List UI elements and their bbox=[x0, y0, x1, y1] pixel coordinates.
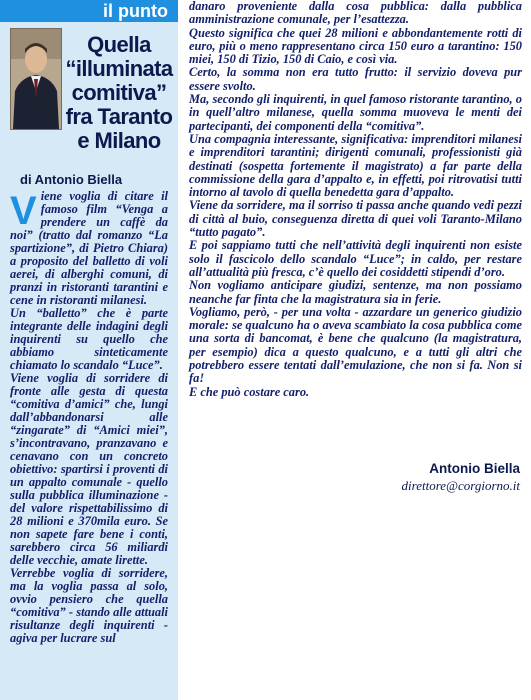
headline-line: comitiva” bbox=[71, 80, 167, 105]
signature-block bbox=[402, 460, 520, 494]
paragraph: danaro proveniente dalla cosa pubblica: dalla pubblica amministrazione comunale, per l’esattezza. bbox=[189, 0, 522, 27]
author-email: direttore@corgiorno.it bbox=[401, 478, 520, 493]
author-portrait-image bbox=[11, 29, 61, 129]
drop-cap: V bbox=[10, 189, 37, 233]
sidebar-column bbox=[0, 0, 178, 700]
paragraph: Verrebbe voglia di sorridere, ma la voglia passa al solo, ovvio pensiero che quella “comitiva” - stando alle attuali risultanze degli inquirenti - agiva per lucrare sul bbox=[10, 566, 168, 645]
paragraph: Una compagnia interessante, significativa: imprenditori milanesi e imprenditori tarantini; dirigenti comunali, professionisti già destinati (sospetta fortemente il magistrato) a far parte della commissione della gara d’appalto e, in effetti, poi ritrovatisi tutti intorno al tavolo di quella benedetta gara d’appalto. bbox=[189, 131, 522, 200]
paragraph: Viene voglia di sorridere di fronte alle gesta di questa “comitiva d’amici” che, lungi dall’abbandonarsi alle “zingarate” di “Amici miei”, s’incontravano, pranzavano e cenavano con un concreto obiettivo: spartirsi i proventi di un appalto comunale - quello sulla pubblica illuminazione - del valore rispettabilissimo di 28 milioni e 370mila euro. Se non sapete fare bene i conti, sarebbero circa 56 miliardi delle vecchie, amate lirette. bbox=[10, 371, 168, 567]
paragraph: Un “balletto” che è parte integrante delle indagini degli inquirenti su quello che abbiamo sinteticamente chiamato lo scandalo “Luce”. bbox=[10, 306, 168, 372]
section-title: il punto bbox=[103, 1, 168, 21]
main-article-column bbox=[189, 0, 522, 399]
paragraph: Questo significa che quei 28 milioni e abbondantemente rotti di euro, più o meno rappresentano circa 150 euro a tarantino: 150 miei, 150 di Tizio, 150 di Caio, e così via. bbox=[189, 25, 522, 67]
paragraph-text: iene voglia di citare il famoso film “Venga a prendere un caffè da noi” (tratto dal romanzo “La spartizione”, di Pietro Chiara) a proposito del balletto di voli aerei, di alberghi comuni, di pranzi in ristoranti tarantini e cene in ristoranti milanesi. bbox=[10, 189, 168, 307]
paragraph: Viene da sorridere, ma il sorriso ti passa anche quando vedi pezzi di città al buio, conseguenza diretta di quei voli Taranto-Milano “tutto pagato”. bbox=[189, 198, 522, 240]
paragraph: Certo, la somma non era tutto frutto: il servizio doveva pur essere svolto. bbox=[189, 65, 522, 93]
section-banner bbox=[0, 0, 178, 22]
article-headline bbox=[63, 33, 175, 153]
headline-line: Quella bbox=[87, 32, 151, 57]
headline-line: “illuminata bbox=[65, 56, 173, 81]
paragraph: Non vogliamo anticipare giudizi, sentenze, ma non possiamo neanche far finta che la magistratura sia in ferie. bbox=[189, 278, 522, 306]
paragraph: E che può costare caro. bbox=[189, 384, 310, 399]
paragraph: Vogliamo, però, - per una volta - azzardare un generico giudizio morale: se qualcuno ha o aveva scambiato la cosa pubblica come una sorta di bancomat, è bene che qualcuno (la magistratura, per esempio) dica a questo qualcuno, e a tutti gli altri che potrebbero essere tentati dall’emulazione, che non si fa. Non si fa! bbox=[189, 304, 522, 386]
paragraph: Ma, secondo gli inquirenti, in quel famoso ristorante tarantino, o in quell’altro milanese, quella somma muoveva le menti dei partecipanti, dei componenti della “comitiva”. bbox=[189, 92, 522, 133]
byline: di Antonio Biella bbox=[20, 172, 123, 187]
author-photo bbox=[10, 28, 62, 130]
author-name: Antonio Biella bbox=[429, 461, 520, 476]
paragraph bbox=[10, 190, 168, 307]
headline-line: fra Taranto bbox=[65, 104, 173, 129]
paragraph: E poi sappiamo tutti che nell’attività degli inquirenti non esiste solo il fascicolo dello scandalo “Luce”; in caldo, per restare all’attualità più fresca, c’è quello dei cosiddetti stipendi d’oro. bbox=[189, 238, 522, 279]
sidebar-article-text bbox=[10, 190, 168, 645]
headline-line: e Milano bbox=[77, 128, 161, 153]
